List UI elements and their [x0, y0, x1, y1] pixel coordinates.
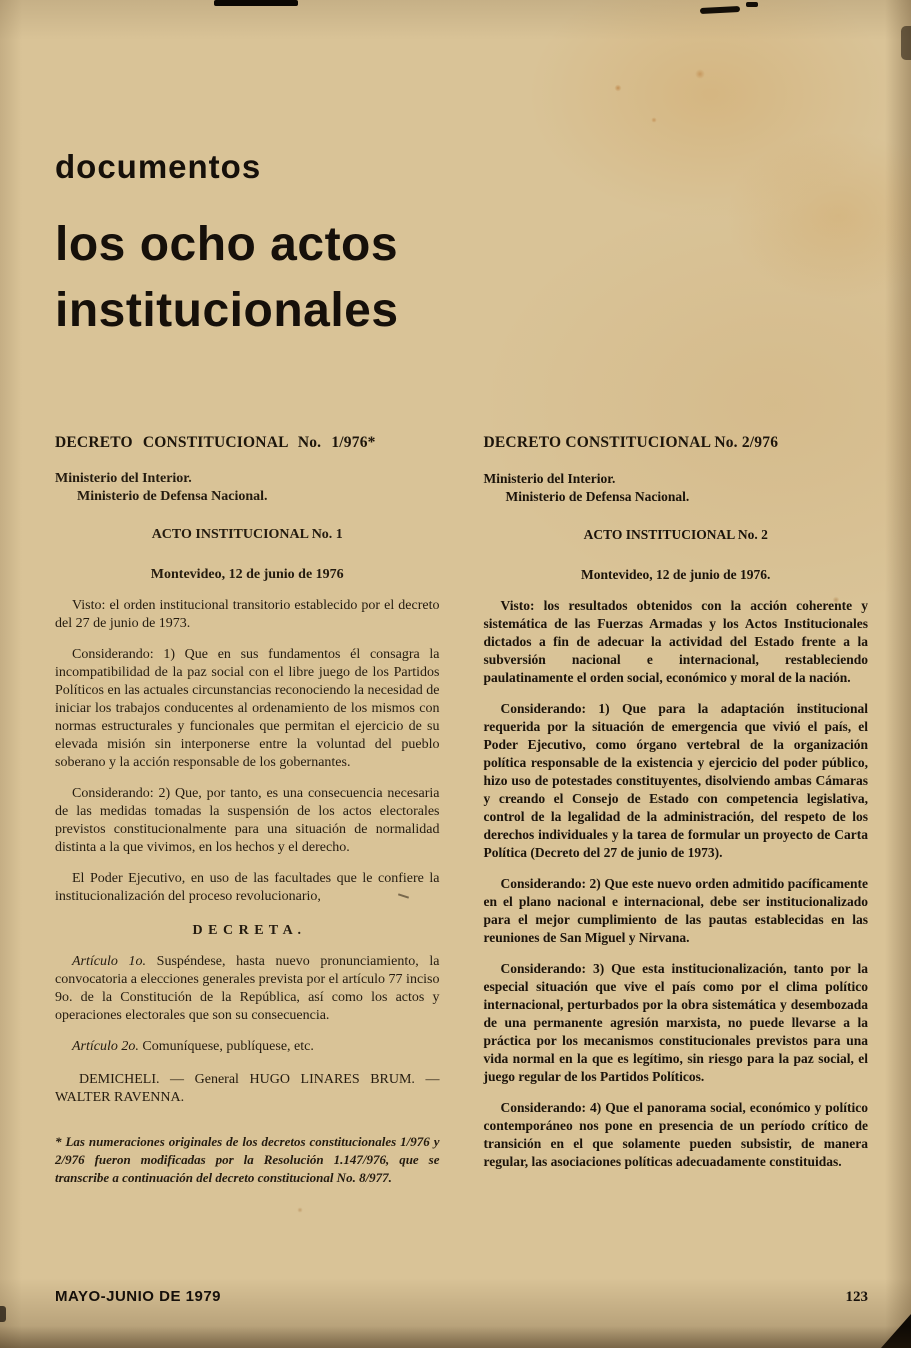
- paragraph-visto: Visto: el orden institucional transitorio establecido por el decreto del 27 de junio de 1973.: [55, 598, 440, 631]
- article-2-paragraph: [55, 1038, 440, 1056]
- act-2-dateline: Montevideo, 12 de junio de 1976.: [581, 567, 771, 582]
- article-1-lead: Artículo 1o.: [72, 954, 147, 969]
- scan-bottom-shadow: [0, 1326, 911, 1348]
- decree-2-column: [484, 434, 869, 1200]
- paragraph-considerando-1: Considerando: 1) Que en sus fundamentos él consagra la incompatibilidad de la paz social con el libre juego de los Partidos Políticos en las actuales circunstancias reconociendo la necesidad de iniciar los trabajos conducentes al ordenamiento de los mismos con normas estructurales y funcionales que permitan el ejercicio de su elevada misión sin interponerse entre la voluntad del pueblo soberano y la acción responsable de los gobernantes.: [55, 647, 440, 770]
- two-column-body: [55, 434, 868, 1200]
- scan-speck-bottom-left: [0, 1306, 6, 1322]
- paragraph-considerando-2: Considerando: 2) Que, por tanto, es una consecuencia necesaria de las medidas tomadas la suspensión de los actos electorales previstos constitucionalmente para una situación de normalidad distinta a la que vivimos, en los hechos y el derecho.: [55, 786, 440, 855]
- section-kicker: documentos: [55, 148, 262, 185]
- act-1-title: ACTO INSTITUCIONAL No. 1: [151, 527, 343, 542]
- article-2-lead: Artículo 2o.: [72, 1039, 139, 1054]
- paragraph-2-considerando-2: Considerando: 2) Que este nuevo orden admitido pacíficamente en el plano nacional e internacional, debe ser institucionalizado para el mejor cumplimiento de las pautas establecidas en las reuniones de San Miguel y Nirvana.: [483, 876, 868, 945]
- scan-smudge-right-edge: [901, 26, 911, 60]
- scan-mark-bottom-right-corner: [881, 1314, 911, 1348]
- decree-1-heading: DECRETO CONSTITUCIONAL No. 1/976*: [55, 434, 376, 451]
- paragraph-poder-ejecutivo: El Poder Ejecutivo, en uso de las facultades que le confiere la institucionalización del proceso revolucionario,: [55, 871, 440, 904]
- decree-1-column: [55, 434, 440, 1200]
- paragraph-2-considerando-1: Considerando: 1) Que para la adaptación institucional requerida por la situación de emergencia que vivió el país, el Poder Ejecutivo, como órgano vertebral de la organización política responsable de la existencia y ejercicio del poder público, hizo uso de potestades constituyentes, disolviendo ambas Cámaras y creando el Consejo de Estado con competencia legislativa, control de la legalidad de la administración, del respeto de los derechos individuales y la tarea de formular un proyecto de Carta Política (Decreto del 27 de junio de 1973).: [483, 701, 868, 860]
- paragraph-2-considerando-4: Considerando: 4) Que el panorama social, económico y político contemporáneo nos pone en presencia de un período crítico de transición en el que solamente pueden subsistir, de manera regular, las asociaciones políticas adecuadamente constituidas.: [483, 1100, 868, 1169]
- ministry-defensa: Ministerio de Defensa Nacional.: [77, 489, 268, 504]
- ministry-defensa-2: Ministerio de Defensa Nacional.: [505, 489, 690, 504]
- ministry-interior-2: Ministerio del Interior.: [483, 471, 616, 486]
- footer-issue-date: MAYO-JUNIO DE 1979: [55, 1288, 222, 1305]
- article-header: [55, 148, 868, 344]
- scan-mark-top-right-a: [700, 6, 740, 14]
- ministry-interior: Ministerio del Interior.: [55, 471, 192, 486]
- act-1-dateline: Montevideo, 12 de junio de 1976: [150, 567, 344, 582]
- article-1-paragraph: [55, 953, 440, 1025]
- page-title: [55, 212, 868, 344]
- page-footer: [55, 1288, 868, 1306]
- article-1-text: Suspéndese, hasta nuevo pronunciamiento, la convocatoria a elecciones generales prevista por el artículo 77 inciso 9o. de la Constitución de la República, así como los actos y operaciones electorales que son su consecuencia.: [55, 954, 440, 1023]
- paragraph-2-considerando-3: Considerando: 3) Que esta institucionalización, tanto por la especial situación que vive el país como por el clima político internacional, perturbados por la obra sistemática y desembozada de una permanente agresión marxista, no puede llevarse a la práctica por los mecanismos constitucionales previstos para una vida normal en la que es legítimo, sin riesgo para la paz social, el juego regular de los Partidos Políticos.: [483, 961, 868, 1084]
- page-title-line-1: los ocho actos: [55, 218, 399, 271]
- decree-2-heading: DECRETO CONSTITUCIONAL No. 2/976: [483, 434, 779, 451]
- footer-page-number: 123: [845, 1289, 868, 1305]
- page-title-line-2: institucionales: [55, 284, 399, 337]
- scan-mark-top-bar: [214, 0, 298, 6]
- article-2-text: Comuníquese, publíquese, etc.: [142, 1039, 314, 1054]
- decreta-heading: D E C R E T A .: [192, 923, 302, 938]
- footnote: * Las numeraciones originales de los decretos constitucionales 1/976 y 2/976 fueron modificadas por la Resolución 1.147/976, que se transcribe a continuación del decreto constitucional No. 8/977.: [55, 1134, 440, 1185]
- signature-line: DEMICHELI. — General HUGO LINARES BRUM. — WALTER RAVENNA.: [55, 1072, 440, 1105]
- paragraph-visto-2: Visto: los resultados obtenidos con la acción coherente y sistemática de las Fuerzas Armadas y los Actos Institucionales dictados a fin de adecuar la actividad del Estado frente a la subversión nacional e internacional, restableciendo paulatinamente el orden social, económico y moral de la nación.: [483, 598, 868, 685]
- act-2-title: ACTO INSTITUCIONAL No. 2: [583, 527, 768, 542]
- scan-mark-top-right-b: [746, 2, 758, 7]
